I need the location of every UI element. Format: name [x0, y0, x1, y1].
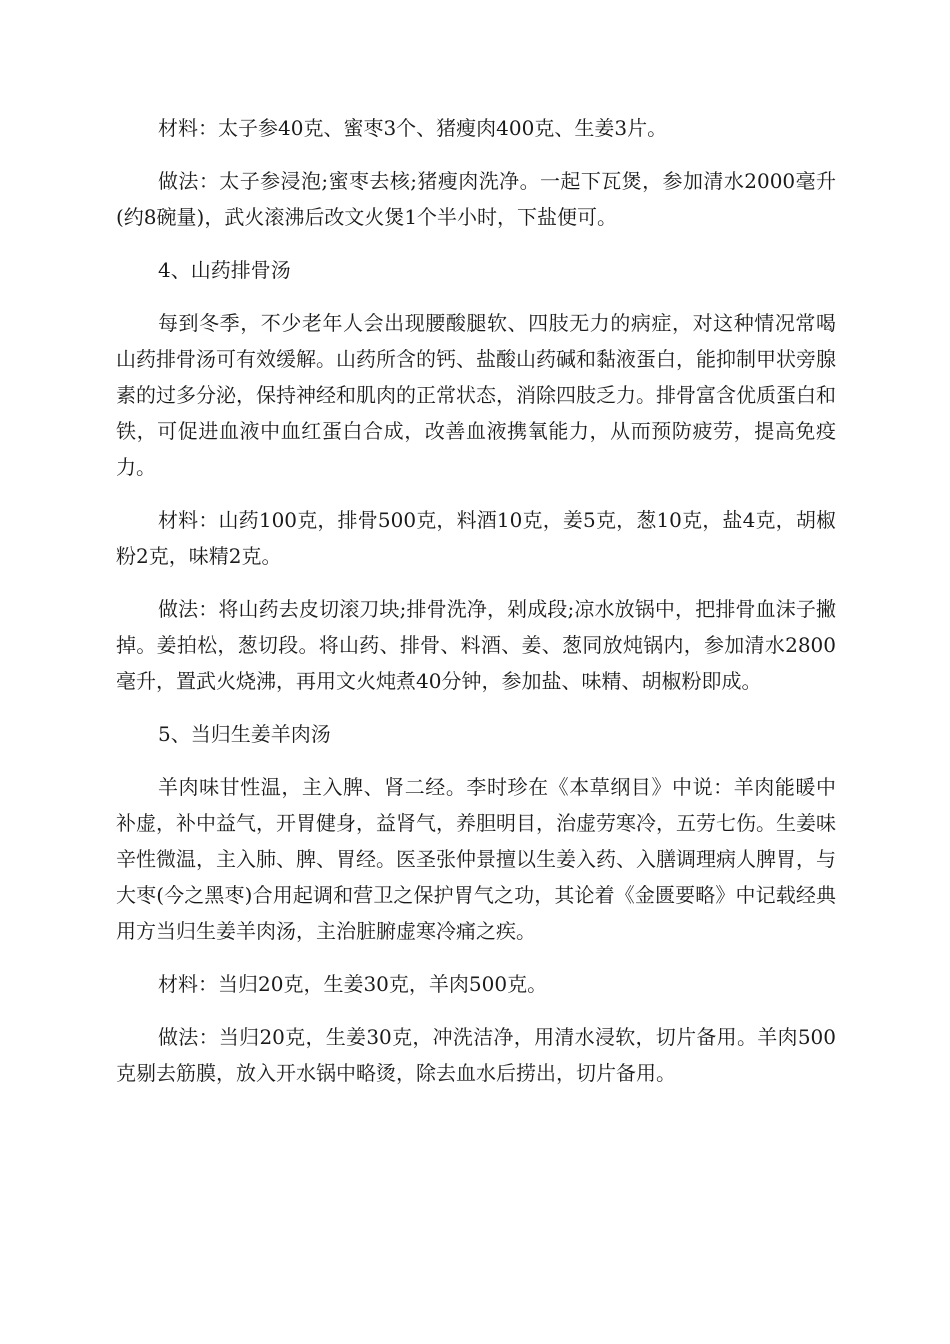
- paragraph-method-taizishen: 做法：太子参浸泡;蜜枣去核;猪瘦肉洗净。一起下瓦煲，参加清水2000毫升(约8碗量)，武火滚沸后改文火煲1个半小时，下盐便可。: [116, 169, 836, 229]
- paragraph-ingredients-taizishen: 材料：太子参40克、蜜枣3个、猪瘦肉400克、生姜3片。: [158, 116, 668, 140]
- section-heading-angelica-ginger-mutton-soup: 5、当归生姜羊肉汤: [158, 722, 331, 746]
- paragraph-method-mutton-soup: 做法：当归20克，生姜30克，冲洗洁净，用清水浸软，切片备用。羊肉500克剔去筋膜，放入开水锅中略烫，除去血水后捞出，切片备用。: [116, 1025, 836, 1085]
- paragraph-intro-yam-rib-soup: 每到冬季，不少老年人会出现腰酸腿软、四肢无力的病症，对这种情况常喝山药排骨汤可有效缓解。山药所含的钙、盐酸山药碱和黏液蛋白，能抑制甲状旁腺素的过多分泌，保持神经和肌肉的正常状态，消除四肢乏力。排骨富含优质蛋白和铁，可促进血液中血红蛋白合成，改善血液携氧能力，从而预防疲劳，提高免疫力。: [116, 311, 836, 479]
- document-page: [116, 110, 836, 1108]
- paragraph-method-yam-rib-soup: 做法：将山药去皮切滚刀块;排骨洗净，剁成段;凉水放锅中，把排骨血沫子撇掉。姜拍松，葱切段。将山药、排骨、料酒、姜、葱同放炖锅内，参加清水2800毫升，置武火烧沸，再用文火炖煮40分钟，参加盐、味精、胡椒粉即成。: [116, 597, 836, 693]
- paragraph-ingredients-yam-rib-soup: 材料：山药100克，排骨500克，料酒10克，姜5克，葱10克，盐4克，胡椒粉2克，味精2克。: [116, 508, 836, 568]
- section-heading-yam-rib-soup: 4、山药排骨汤: [158, 258, 291, 282]
- paragraph-intro-mutton-soup: 羊肉味甘性温，主入脾、肾二经。李时珍在《本草纲目》中说：羊肉能暖中补虚，补中益气，开胃健身，益肾气，养胆明目，治虚劳寒冷，五劳七伤。生姜味辛性微温，主入肺、脾、胃经。医圣张仲景擅以生姜入药、入膳调理病人脾胃，与大枣(今之黑枣)合用起调和营卫之保护胃气之功，其论着《金匮要略》中记载经典用方当归生姜羊肉汤，主治脏腑虚寒冷痛之疾。: [116, 775, 836, 943]
- paragraph-ingredients-mutton-soup: 材料：当归20克，生姜30克，羊肉500克。: [158, 972, 548, 996]
